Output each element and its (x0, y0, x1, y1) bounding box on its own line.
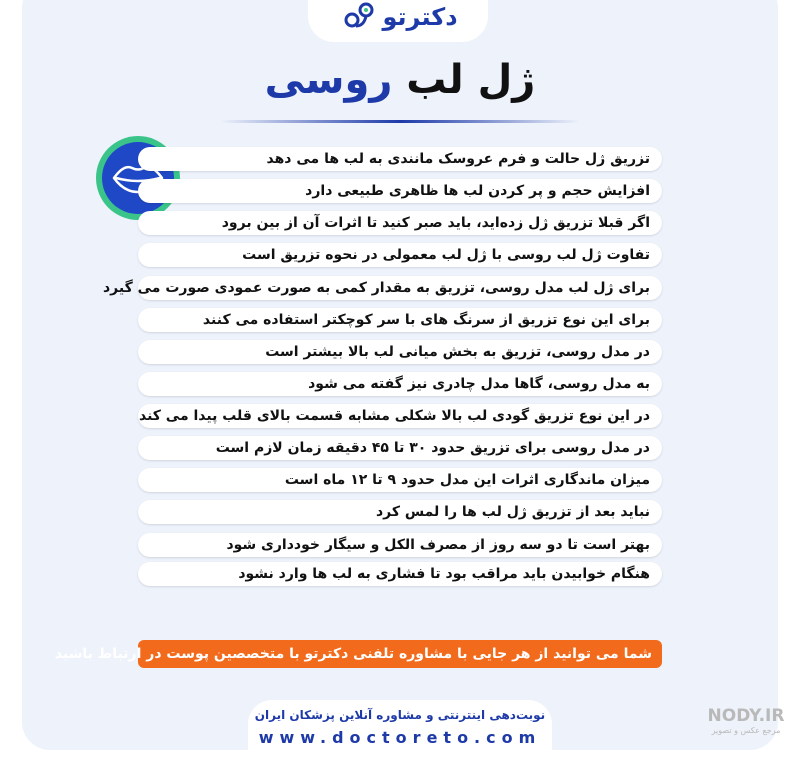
title-part-2: روسی (264, 57, 393, 103)
brand-logo[interactable] (330, 0, 470, 34)
list-item (138, 147, 662, 171)
list-item-text: افزایش حجم و پر کردن لب ها ظاهری طبیعی دارد (305, 183, 650, 199)
list-item-text: تزریق ژل حالت و فرم عروسک مانندی به لب ها می دهد (266, 151, 650, 167)
list-item-text: هنگام خوابیدن باید مراقب بود تا فشاری به لب ها وارد نشود (238, 566, 650, 582)
watermark (700, 706, 792, 735)
list-item (138, 179, 662, 203)
list-item (138, 243, 662, 267)
title-part-1: ژل لب (406, 57, 536, 103)
list-item-text: در مدل روسی برای تزریق حدود ۳۰ تا ۴۵ دقیقه زمان لازم است (215, 440, 650, 456)
list-item (103, 276, 662, 300)
logo-text: دکترتو (382, 3, 458, 31)
page-title (250, 50, 550, 110)
watermark-line-2: مرجع عکس و تصویر (711, 726, 781, 735)
list-item (138, 340, 662, 364)
list-item (138, 500, 662, 524)
list-item-text: به مدل روسی، گاها مدل چادری نیز گفته می شود (308, 376, 650, 392)
watermark-line-1: NODY.IR (707, 706, 785, 726)
stethoscope-icon (342, 2, 376, 32)
list-item-text: اگر قبلا تزریق ژل زده‌اید، باید صبر کنید تا اثرات آن از بین برود (221, 215, 650, 231)
list-item-text: نباید بعد از تزریق ژل لب ها را لمس کرد (375, 504, 650, 520)
footer-tagline: نوبت‌دهی اینترنتی و مشاوره آنلاین پزشکان ایران (254, 708, 546, 722)
cta-text: شما می توانید از هر جایی با مشاوره تلفنی دکترتو با متخصصین پوست در ارتباط باشید (54, 646, 652, 662)
list-item-text: در مدل روسی، تزریق به بخش میانی لب بالا بیشتر است (265, 344, 650, 360)
list-item-text: برای ژل لب مدل روسی، تزریق به مقدار کمی به صورت عمودی صورت می گیرد (103, 280, 650, 296)
cta-banner[interactable] (54, 640, 662, 668)
list-item (138, 468, 662, 492)
list-item-text: بهتر است تا دو سه روز از مصرف الکل و سیگار خودداری شود (226, 537, 650, 553)
list-item-text: برای این نوع تزریق از سرنگ های با سر کوچکتر استفاده می کنند (202, 312, 650, 328)
list-item (138, 533, 662, 557)
list-item (138, 436, 662, 460)
list-item (138, 404, 662, 428)
title-underline (220, 120, 580, 123)
list-item (138, 211, 662, 235)
list-item (138, 308, 662, 332)
list-item (138, 562, 662, 586)
list-item (138, 372, 662, 396)
list-item-text: میزان ماندگاری اثرات این مدل حدود ۹ تا ۱۲ ماه است (284, 472, 650, 488)
list-item-text: در این نوع تزریق گودی لب بالا شکلی مشابه قسمت بالای قلب پیدا می کند (138, 408, 650, 424)
list-item-text: تفاوت ژل لب روسی با ژل لب معمولی در نحوه تزریق است (242, 247, 650, 263)
footer-url[interactable]: www.doctoreto.com (258, 728, 542, 747)
